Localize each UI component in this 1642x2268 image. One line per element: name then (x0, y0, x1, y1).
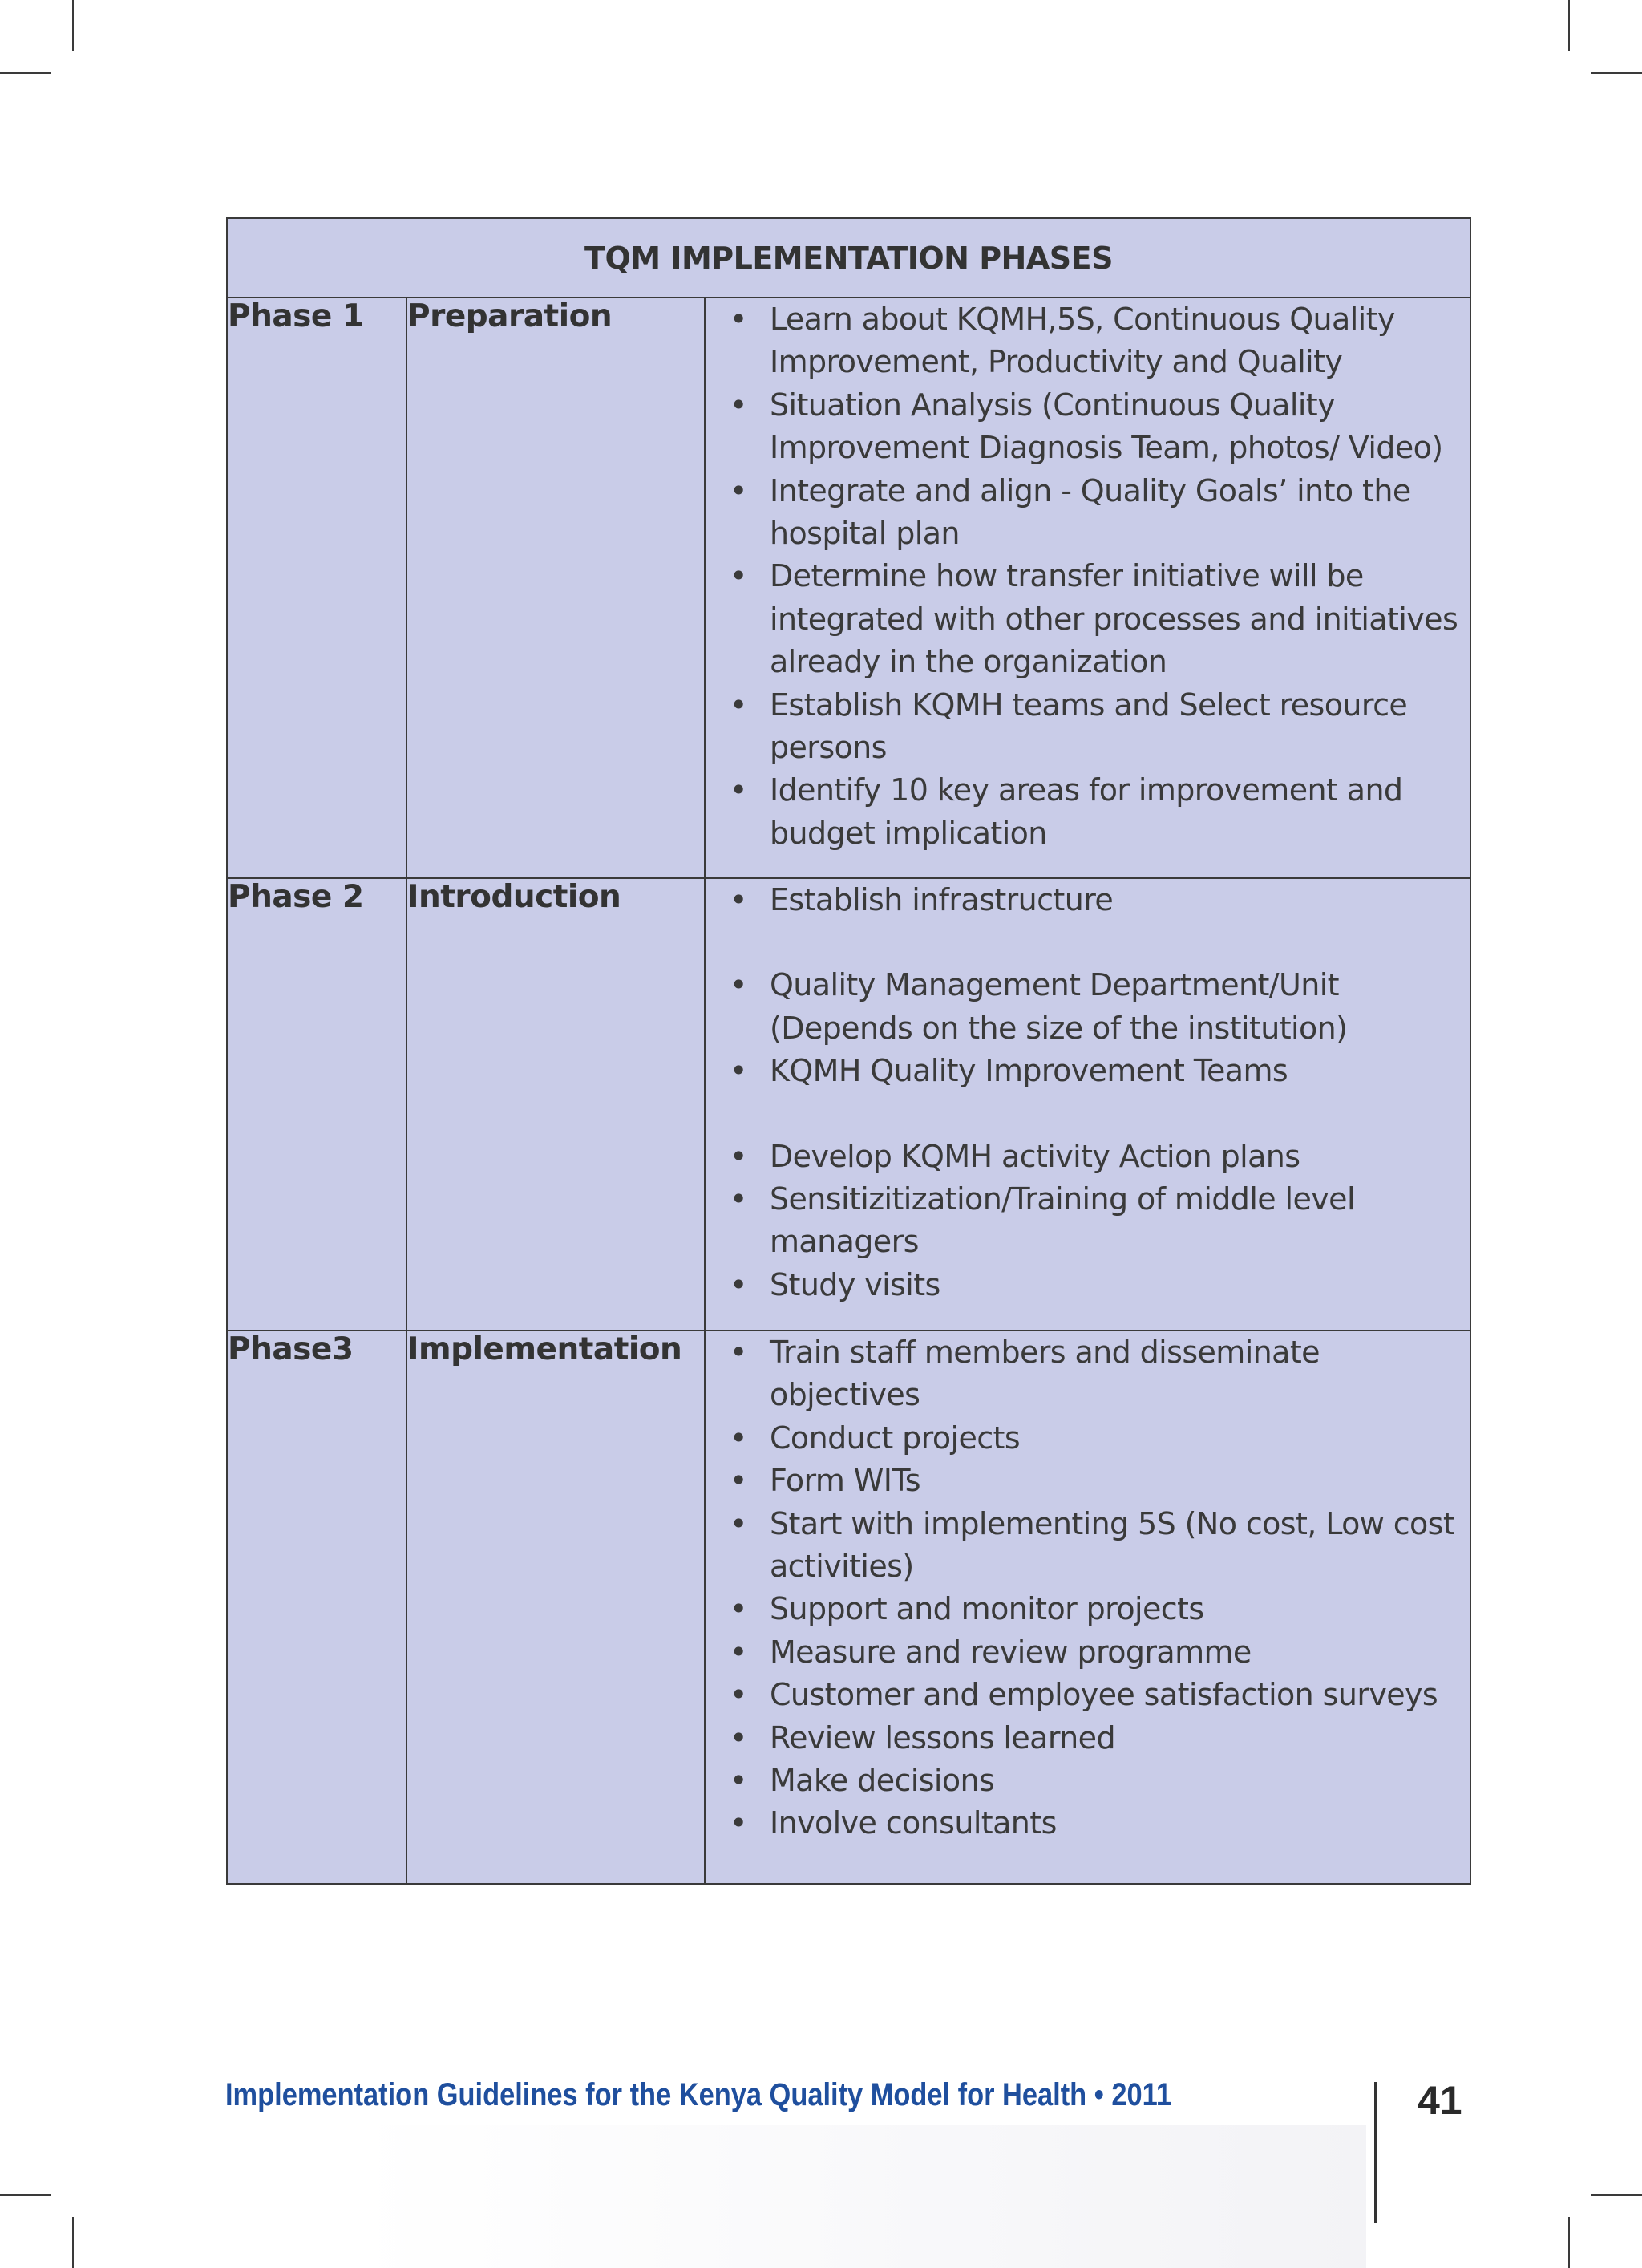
list-item: • Integrate and align - Quality Goals’ into the hospital plan (730, 472, 1411, 552)
crop-mark (0, 2194, 51, 2196)
crop-mark (1568, 2217, 1570, 2268)
phase-activities (705, 878, 1470, 1330)
phase-activities (705, 1330, 1470, 1884)
table-row (227, 878, 1470, 1330)
phase-label: Phase 1 (227, 298, 406, 878)
list-item: • Identify 10 key areas for improvement and budget implication (730, 772, 1403, 851)
footer-shade (356, 2125, 1366, 2268)
list-item: • Study visits (730, 1266, 940, 1302)
table-row (227, 1330, 1470, 1884)
phase-label: Phase3 (227, 1330, 406, 1884)
footer-divider (1374, 2082, 1377, 2223)
list-item: • Involve consultants (730, 1805, 1057, 1841)
crop-mark (1568, 0, 1570, 51)
phase-name: Introduction (406, 878, 705, 1330)
page-number: 41 (1418, 2078, 1462, 2123)
list-item: • Quality Management Department/Unit (Depends on the size of the institution) (730, 967, 1348, 1046)
bullet-list (706, 1331, 1470, 1845)
list-item: • Conduct projects (730, 1420, 1021, 1456)
table-row (227, 298, 1470, 878)
crop-mark (1591, 2194, 1642, 2196)
phase-name: Implementation (406, 1330, 705, 1884)
list-item: • Develop KQMH activity Action plans (730, 1138, 1300, 1174)
list-item: • Establish KQMH teams and Select resource persons (730, 686, 1408, 766)
list-item: • Form WITs (730, 1463, 920, 1499)
list-item: • Customer and employee satisfaction surveys (730, 1677, 1438, 1713)
list-item: • Sensitizitization/Training of middle level managers (730, 1181, 1355, 1260)
tqm-phases-table (226, 217, 1471, 1885)
list-item: • Start with implementing 5S (No cost, Low cost activities) (730, 1505, 1455, 1585)
crop-mark (0, 72, 51, 74)
phase-label: Phase 2 (227, 878, 406, 1330)
footer-title: Implementation Guidelines for the Kenya Quality Model for Health • 2011 (225, 2077, 1171, 2112)
list-item: • Make decisions (730, 1763, 995, 1799)
crop-mark (72, 0, 74, 51)
crop-mark (72, 2217, 74, 2268)
list-item: • Measure and review programme (730, 1634, 1252, 1670)
bullet-list (706, 298, 1470, 855)
list-item: • Support and monitor projects (730, 1591, 1204, 1627)
list-item: • Establish infrastructure (730, 882, 1114, 917)
list-item: • Train staff members and disseminate objectives (730, 1334, 1320, 1413)
table-header-row (227, 218, 1470, 298)
list-item: • Determine how transfer initiative will be integrated with other processes and initiatives already in the organization (730, 558, 1458, 680)
table-title: TQM IMPLEMENTATION PHASES (227, 218, 1470, 298)
bullet-list (706, 879, 1470, 1306)
crop-mark (1591, 72, 1642, 74)
phase-name: Preparation (406, 298, 705, 878)
list-item: • Review lessons learned (730, 1719, 1115, 1756)
phase-activities (705, 298, 1470, 878)
list-item: • Situation Analysis (Continuous Quality Improvement Diagnosis Team, photos/ Video) (730, 387, 1443, 466)
list-item: • KQMH Quality Improvement Teams (730, 1053, 1288, 1089)
list-item: • Learn about KQMH,5S, Continuous Quality Improvement, Productivity and Quality (730, 302, 1395, 380)
